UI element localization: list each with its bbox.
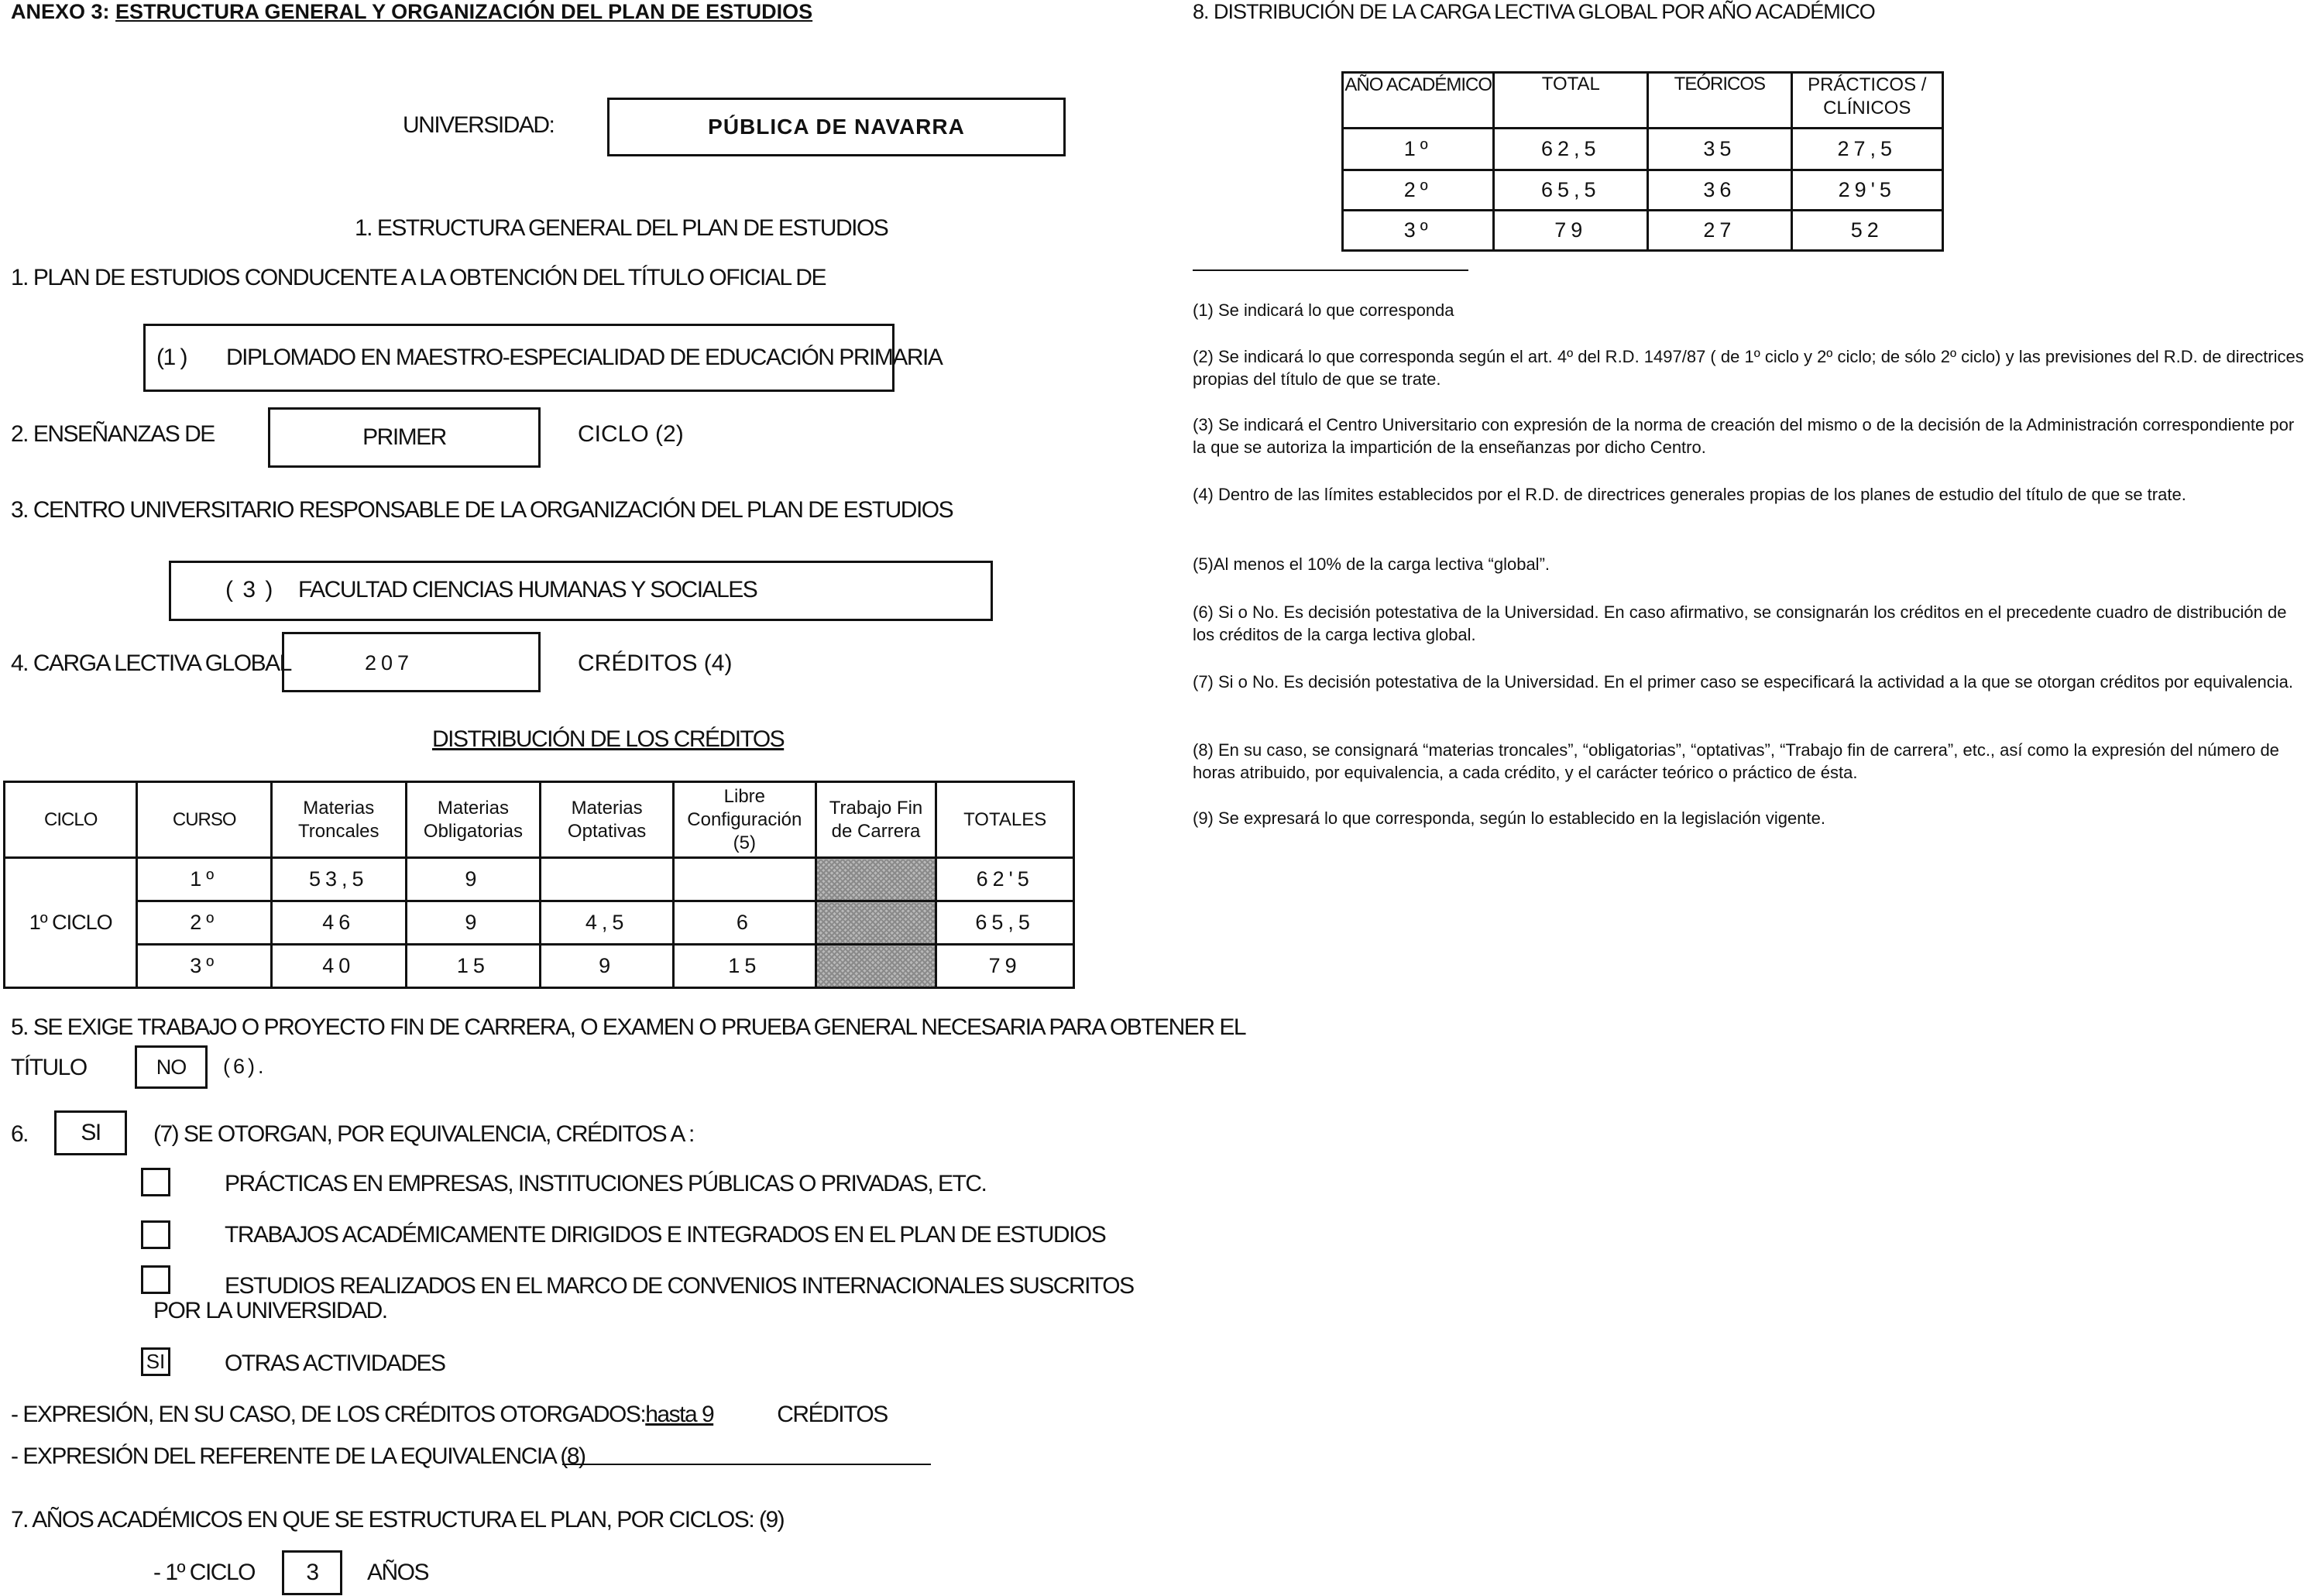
shaded-cell	[816, 901, 936, 945]
titulo-field	[143, 324, 943, 392]
titulo-ref: (1 )	[156, 345, 187, 370]
trabajo-fin-value: NO	[156, 1055, 187, 1079]
item6-number: 6.	[11, 1121, 29, 1147]
ensenanzas-suffix: CICLO (2)	[578, 421, 684, 447]
expresion-creditos	[11, 1402, 888, 1428]
equivalencia-field	[54, 1110, 127, 1155]
expresion-creditos-suffix: CRÉDITOS	[777, 1402, 888, 1427]
footnote-8: (8) En su caso, se consignará “materias troncales”, “obligatorias”, “optativas”, “Trabajo fin de carrera”, etc., así como la expresión del número de horas atribuido, por equivalencia, a cada crédito, y el carácter teórico o práctico de ésta.	[1193, 740, 2279, 782]
totales-cell: 62'5	[936, 858, 1074, 901]
ensenanzas-value: PRIMER	[362, 424, 446, 450]
obligatorias-cell: 9	[406, 901, 541, 945]
year-cell: 3º	[1343, 211, 1494, 251]
credits-header-row	[5, 782, 1074, 858]
teoricos-cell: 27	[1648, 211, 1791, 251]
year-cell: 2º	[1343, 170, 1494, 211]
table-row	[5, 901, 1074, 945]
table-row	[1343, 129, 1943, 170]
optativas-cell: 4,5	[541, 901, 674, 945]
item7-suffix: AÑOS	[367, 1560, 429, 1585]
total-cell: 62,5	[1494, 129, 1648, 170]
section-heading: 1. ESTRUCTURA GENERAL DEL PLAN DE ESTUDIOS	[355, 215, 888, 241]
expresion-creditos-label: - EXPRESIÓN, EN SU CASO, DE LOS CRÉDITOS OTORGADOS:	[11, 1402, 646, 1427]
optativas-cell: 9	[541, 945, 674, 988]
convenios-checkbox[interactable]	[141, 1265, 170, 1294]
ciclo-cell: 1º CICLO	[5, 858, 137, 988]
credits-table	[3, 781, 1075, 989]
header-teoricos: TEÓRICOS	[1648, 73, 1791, 129]
centro-field	[169, 561, 993, 621]
credits-table-title: DISTRIBUCIÓN DE LOS CRÉDITOS	[432, 726, 785, 752]
totales-cell: 65,5	[936, 901, 1074, 945]
item7-ciclo-label: - 1º CICLO	[153, 1560, 255, 1585]
header-troncales: Materias Troncales	[271, 782, 406, 858]
practicos-cell: 52	[1791, 211, 1942, 251]
trabajos-label: TRABAJOS ACADÉMICAMENTE DIRIGIDOS E INTEGRADOS EN EL PLAN DE ESTUDIOS	[225, 1222, 1106, 1248]
item5-line1: 5. SE EXIGE TRABAJO O PROYECTO FIN DE CARRERA, O EXAMEN O PRUEBA GENERAL NECESARIA PARA OBTENER EL	[11, 1014, 1246, 1040]
carga-value: 207	[365, 651, 414, 674]
convenios-label: ESTUDIOS REALIZADOS EN EL MARCO DE CONVENIOS INTERNACIONALES SUSCRITOS	[225, 1273, 1134, 1299]
teoricos-cell: 35	[1648, 129, 1791, 170]
footnote-5: (5)Al menos el 10% de la carga lectiva “global”.	[1193, 554, 1550, 574]
annex-label: ANEXO 3:	[11, 0, 110, 23]
shaded-cell	[816, 858, 936, 901]
item8-label: 8. DISTRIBUCIÓN DE LA CARGA LECTIVA GLOBAL POR AÑO ACADÉMICO	[1193, 0, 1875, 23]
centro-value: FACULTAD CIENCIAS HUMANAS Y SOCIALES	[298, 577, 757, 602]
centro-ref: ( 3 )	[225, 577, 275, 602]
totales-cell: 79	[936, 945, 1074, 988]
carga-field	[282, 632, 541, 692]
item6-label: (7) SE OTORGAN, POR EQUIVALENCIA, CRÉDITOS A :	[153, 1121, 694, 1147]
year-distribution-table	[1341, 71, 1944, 252]
footnote-9: (9) Se expresará lo que corresponda, según lo establecido en la legislación vigente.	[1193, 808, 1825, 828]
ensenanzas-field	[268, 407, 541, 468]
footnote-2: (2) Se indicará lo que corresponda según el art. 4º del R.D. 1497/87 ( de 1º ciclo y 2º ciclo; de sólo 2º ciclo) y las previsiones del R.D. de directrices propias del título de que se trate.	[1193, 347, 2304, 389]
header-trabajo-fin: Trabajo Fin de Carrera	[816, 782, 936, 858]
header-practicos: PRÁCTICOS / CLÍNICOS	[1791, 73, 1942, 129]
titulo-value: DIPLOMADO EN MAESTRO-ESPECIALIDAD DE EDUCACIÓN PRIMARIA	[226, 345, 943, 370]
year-header-row	[1343, 73, 1943, 129]
troncales-cell: 53,5	[271, 858, 406, 901]
curso-cell: 1º	[137, 858, 271, 901]
item3-label: 3. CENTRO UNIVERSITARIO RESPONSABLE DE LA ORGANIZACIÓN DEL PLAN DE ESTUDIOS	[11, 497, 953, 523]
curso-cell: 2º	[137, 901, 271, 945]
anos-value: 3	[306, 1560, 318, 1585]
carga-suffix: CRÉDITOS (4)	[578, 650, 733, 676]
year-cell: 1º	[1343, 129, 1494, 170]
item5-line2: TÍTULO	[11, 1055, 87, 1080]
expresion-referente-label: - EXPRESIÓN DEL REFERENTE DE LA EQUIVALENCIA (8)	[11, 1443, 585, 1469]
annex-header	[11, 0, 812, 24]
footnote-7: (7) Si o No. Es decisión potestativa de la Universidad. En el primer caso se especificará la actividad a la que se otorgan créditos por equivalencia.	[1193, 672, 2293, 692]
header-totales: TOTALES	[936, 782, 1074, 858]
footnote-6: (6) Si o No. Es decisión potestativa de la Universidad. En caso afirmativo, se consignarán los créditos en el precedente cuadro de distribución de los créditos de la carga lectiva global.	[1193, 602, 2287, 644]
header-optativas: Materias Optativas	[541, 782, 674, 858]
universidad-field	[607, 98, 1066, 156]
optativas-cell	[541, 858, 674, 901]
expresion-referente-blank	[562, 1464, 931, 1465]
footnote-1: (1) Se indicará lo que corresponda	[1193, 300, 1454, 320]
convenios-label-line2: POR LA UNIVERSIDAD.	[153, 1298, 387, 1323]
universidad-value: PÚBLICA DE NAVARRA	[708, 115, 965, 139]
trabajos-checkbox[interactable]	[141, 1220, 170, 1249]
otras-actividades-checkbox[interactable]: SI	[141, 1347, 170, 1376]
table-row	[1343, 211, 1943, 251]
troncales-cell: 40	[271, 945, 406, 988]
header-obligatorias: Materias Obligatorias	[406, 782, 541, 858]
footnote-4: (4) Dentro de las límites establecidos por el R.D. de directrices generales propias de los planes de estudio del título de que se trate.	[1193, 485, 2186, 504]
troncales-cell: 46	[271, 901, 406, 945]
item2-label: 2. ENSEÑANZAS DE	[11, 421, 215, 447]
equivalencia-value: SI	[81, 1120, 101, 1145]
total-cell: 65,5	[1494, 170, 1648, 211]
item4-label: 4. CARGA LECTIVA GLOBAL	[11, 650, 291, 676]
curso-cell: 3º	[137, 945, 271, 988]
total-cell: 79	[1494, 211, 1648, 251]
header-ano-academico: AÑO ACADÉMICO	[1343, 73, 1494, 129]
universidad-label: UNIVERSIDAD:	[403, 112, 555, 138]
obligatorias-cell: 9	[406, 858, 541, 901]
shaded-cell	[816, 945, 936, 988]
table-row	[5, 858, 1074, 901]
practicas-checkbox[interactable]	[141, 1168, 170, 1196]
teoricos-cell: 36	[1648, 170, 1791, 211]
footnote-3: (3) Se indicará el Centro Universitario con expresión de la norma de creación del mismo o de la decisión de la Administración correspondiente por la que se autoriza la impartición de la enseñanzas por dicho Centro.	[1193, 415, 2295, 457]
libre-cell: 15	[673, 945, 816, 988]
header-curso: CURSO	[137, 782, 271, 858]
header-libre: Libre Configuración (5)	[673, 782, 816, 858]
libre-cell	[673, 858, 816, 901]
table-row	[1343, 170, 1943, 211]
footnote-separator	[1193, 269, 1468, 271]
practicos-cell: 27,5	[1791, 129, 1942, 170]
annex-title: ESTRUCTURA GENERAL Y ORGANIZACIÓN DEL PLAN DE ESTUDIOS	[115, 0, 813, 23]
trabajo-fin-field	[135, 1045, 208, 1089]
table-row	[5, 945, 1074, 988]
expresion-creditos-value: hasta 9	[645, 1402, 714, 1427]
practicos-cell: 29'5	[1791, 170, 1942, 211]
header-ciclo: CICLO	[5, 782, 137, 858]
item1-label: 1. PLAN DE ESTUDIOS CONDUCENTE A LA OBTENCIÓN DEL TÍTULO OFICIAL DE	[11, 265, 826, 290]
otras-actividades-label: OTRAS ACTIVIDADES	[225, 1351, 445, 1376]
anos-field	[282, 1550, 342, 1595]
header-total: TOTAL	[1494, 73, 1648, 129]
item7-label: 7. AÑOS ACADÉMICOS EN QUE SE ESTRUCTURA EL PLAN, POR CICLOS: (9)	[11, 1507, 785, 1533]
obligatorias-cell: 15	[406, 945, 541, 988]
item5-suffix: (6).	[223, 1055, 267, 1078]
libre-cell: 6	[673, 901, 816, 945]
practicas-label: PRÁCTICAS EN EMPRESAS, INSTITUCIONES PÚBLICAS O PRIVADAS, ETC.	[225, 1171, 987, 1196]
